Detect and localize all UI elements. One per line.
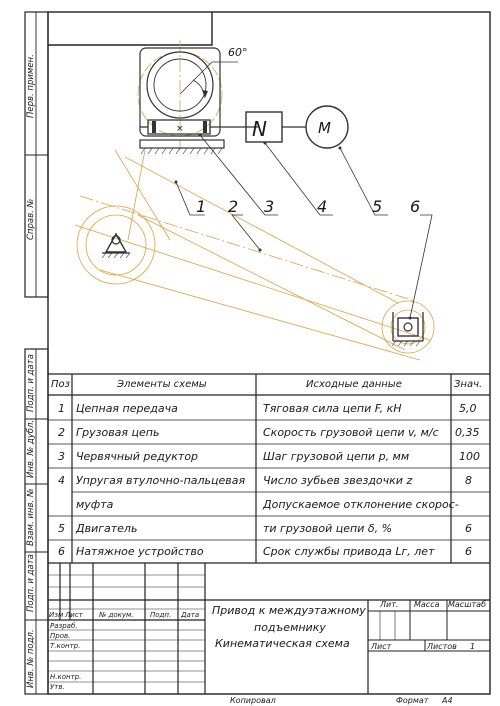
table-row-3-value: 100 xyxy=(459,450,480,463)
table-row-2-data: Скорость грузовой цепи v, м/с xyxy=(263,426,439,439)
tb-razrab: Разраб. xyxy=(50,622,78,630)
tb-podp: Подп. xyxy=(150,611,172,619)
table-row-1-value: 5,0 xyxy=(459,402,477,415)
callout-1: 1 xyxy=(196,197,207,216)
table-row-2-value: 0,35 xyxy=(455,426,480,439)
callout-6: 6 xyxy=(410,197,421,216)
table-header-initial: Исходные данные xyxy=(306,379,402,390)
motor-symbol: M xyxy=(318,119,331,137)
svg-text:×: × xyxy=(176,124,184,134)
callout-5: 5 xyxy=(372,197,383,216)
table-row-1-data: Тяговая сила цепи F, кН xyxy=(263,402,402,415)
tb-listov-value: 1 xyxy=(470,642,476,651)
table-row-7-element: Натяжное устройство xyxy=(76,545,204,558)
table-row-4-element: Упругая втулочно-пальцевая xyxy=(76,474,246,487)
side-label-vzam-inv: Взам. инв. № xyxy=(26,488,36,546)
table-row-6-pos: 5 xyxy=(58,522,65,535)
table-row-5-element: муфта xyxy=(76,498,114,511)
table-row-3-pos: 3 xyxy=(58,450,65,463)
table-row-5-data: Допускаемое отклонение скорос- xyxy=(263,498,459,511)
tb-title-line3: Кинематическая схема xyxy=(215,637,350,650)
table-header-pos: Поз xyxy=(51,379,70,390)
table-header-value: Знач. xyxy=(454,379,483,390)
tb-tkontr: Т.контр. xyxy=(50,642,81,650)
table-row-6-value: 6 xyxy=(465,522,472,535)
table-row-2-pos: 2 xyxy=(58,426,65,439)
table-row-7-value: 6 xyxy=(465,545,472,558)
side-label-perv-primen: Перв. примен. xyxy=(26,54,36,118)
callout-2: 2 xyxy=(228,197,239,216)
side-label-inv-dubl: Инв. № дубл. xyxy=(26,419,36,478)
table-row-3-element: Червячный редуктор xyxy=(76,450,199,463)
table-row-4-data: Число зубьев звездочки z xyxy=(263,474,413,487)
table-row-4-pos: 4 xyxy=(58,474,65,487)
table-row-6-element: Двигатель xyxy=(76,522,138,535)
coupling-symbol: N xyxy=(252,117,267,141)
table-row-2-element: Грузовая цепь xyxy=(76,426,160,439)
tb-listov: Листов xyxy=(427,642,457,651)
side-label-podp-data-2: Подп. и дата xyxy=(26,554,36,612)
callout-3: 3 xyxy=(264,197,275,216)
table-row-6-data: ти грузовой цепи δ, % xyxy=(263,522,393,535)
top-notch xyxy=(48,12,212,45)
tb-utv: Утв. xyxy=(50,683,65,691)
tb-data: Дата xyxy=(181,611,200,619)
tb-doc-no: № докум. xyxy=(99,611,134,619)
side-label-inv-podl: Инв. № подл. xyxy=(26,629,36,688)
table-row-3-data: Шаг грузовой цепи р, мм xyxy=(263,450,410,463)
angle-label: 60° xyxy=(228,46,248,59)
tb-list: Лист xyxy=(65,611,83,619)
table-row-1-pos: 1 xyxy=(58,402,65,415)
footer-format: Формат xyxy=(396,696,429,705)
tb-massa: Масса xyxy=(414,600,440,609)
table-row-4-value: 8 xyxy=(465,474,472,487)
side-label-sprav-no: Справ. № xyxy=(26,198,36,240)
tb-title-line1: Привод к междуэтажному xyxy=(212,604,366,617)
table-row-7-data: Срок службы привода Lг, лет xyxy=(263,545,435,558)
tb-prov: Пров. xyxy=(50,632,71,640)
table-row-7-pos: 6 xyxy=(58,545,65,558)
table-row-1-element: Цепная передача xyxy=(76,402,178,415)
tb-izm: Изм xyxy=(49,611,64,619)
sheet-border xyxy=(48,12,490,694)
tb-list2: Лист xyxy=(371,642,392,651)
footer-format-value: А4 xyxy=(442,696,453,705)
table-header-elements: Элементы схемы xyxy=(117,379,207,390)
tb-nkontr: Н.контр. xyxy=(50,673,82,681)
tb-masshtab: Масштаб xyxy=(448,600,487,609)
footer-kopiroval: Копировал xyxy=(230,696,276,705)
tb-title-line2: подъемнику xyxy=(254,621,326,634)
tb-lit: Лит. xyxy=(380,600,399,609)
callout-4: 4 xyxy=(317,197,328,216)
side-label-podp-data-1: Подп. и дата xyxy=(26,354,36,412)
